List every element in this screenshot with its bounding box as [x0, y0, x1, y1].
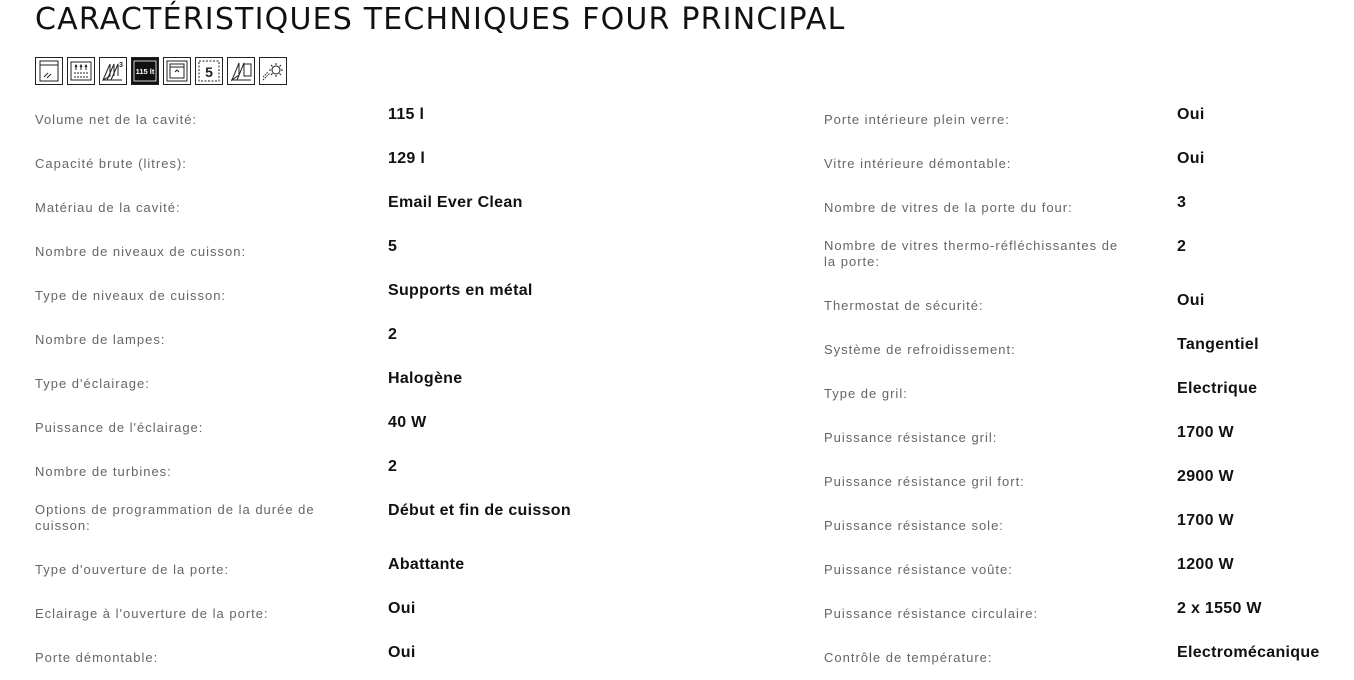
- oven-heating-elements-icon: [67, 57, 95, 85]
- spec-label: Vitre intérieure démontable:: [824, 156, 1012, 171]
- spec-value: Début et fin de cuisson: [388, 502, 571, 519]
- spec-value: Email Ever Clean: [388, 194, 523, 211]
- spec-row: [35, 548, 795, 592]
- page-title: CARACTÉRISTIQUES TECHNIQUES FOUR PRINCIPAL: [35, 2, 846, 37]
- spec-row: [35, 186, 795, 230]
- feature-icons-bar: [35, 57, 287, 85]
- spec-value: Halogène: [388, 370, 463, 387]
- spec-value: 1200 W: [1177, 556, 1234, 573]
- oven-glass-door-icon: [35, 57, 63, 85]
- spec-label: Capacité brute (litres):: [35, 156, 187, 171]
- spec-row: [824, 504, 1344, 548]
- spec-value: Oui: [388, 644, 416, 661]
- spec-label: Puissance résistance sole:: [824, 518, 1004, 533]
- spec-label: Puissance résistance circulaire:: [824, 606, 1039, 621]
- spec-row: [824, 372, 1344, 416]
- spec-row: [35, 318, 795, 362]
- spec-label: Matériau de la cavité:: [35, 200, 181, 215]
- spec-label: Type d'ouverture de la porte:: [35, 562, 230, 577]
- spec-value: 2: [388, 458, 398, 475]
- spec-value: Oui: [1177, 106, 1205, 123]
- spec-label: Nombre de turbines:: [35, 464, 172, 479]
- spec-value: 1700 W: [1177, 424, 1234, 441]
- spec-row: [824, 230, 1344, 284]
- spec-label: Puissance résistance gril fort:: [824, 474, 1025, 489]
- spec-row: [35, 450, 795, 494]
- spec-row: [824, 548, 1344, 592]
- spec-label: Puissance de l'éclairage:: [35, 420, 204, 435]
- spec-value: 3: [1177, 194, 1187, 211]
- spec-row: [824, 460, 1344, 504]
- specs-column-right: [824, 98, 1344, 680]
- volume-icon-text: 115 lt: [135, 67, 155, 76]
- spec-row: [35, 230, 795, 274]
- spec-value: 1700 W: [1177, 512, 1234, 529]
- three-glass-panes-icon: [99, 57, 127, 85]
- spec-row: [824, 592, 1344, 636]
- spec-label: Volume net de la cavité:: [35, 112, 198, 127]
- spec-row: [824, 636, 1344, 680]
- oven-light-icon: [259, 57, 287, 85]
- spec-row: [35, 98, 795, 142]
- spec-label: Type d'éclairage:: [35, 376, 150, 391]
- removable-door-icon: [227, 57, 255, 85]
- spec-value: Oui: [388, 600, 416, 617]
- spec-value: 2900 W: [1177, 468, 1234, 485]
- spec-value: 2 x 1550 W: [1177, 600, 1262, 617]
- spec-row: [35, 494, 795, 548]
- spec-row: [824, 142, 1344, 186]
- spec-label: Contrôle de température:: [824, 650, 993, 665]
- spec-row: [824, 98, 1344, 142]
- specs-column-left: [35, 98, 795, 680]
- spec-value: Electromécanique: [1177, 644, 1320, 661]
- spec-label: Nombre de niveaux de cuisson:: [35, 244, 247, 259]
- spec-label: Type de gril:: [824, 386, 908, 401]
- spec-label: Nombre de lampes:: [35, 332, 166, 347]
- spec-label: Puissance résistance voûte:: [824, 562, 1013, 577]
- spec-label: Type de niveaux de cuisson:: [35, 288, 227, 303]
- spec-row: [35, 362, 795, 406]
- volume-115-liters-icon: [131, 57, 159, 85]
- spec-label: Porte intérieure plein verre:: [824, 112, 1010, 127]
- oven-cavity-icon: [163, 57, 191, 85]
- spec-row: [35, 406, 795, 450]
- spec-label: Eclairage à l'ouverture de la porte:: [35, 606, 269, 621]
- spec-label: Thermostat de sécurité:: [824, 298, 984, 313]
- spec-value: Oui: [1177, 292, 1205, 309]
- spec-value: Oui: [1177, 150, 1205, 167]
- spec-row: [824, 284, 1344, 328]
- spec-value: Tangentiel: [1177, 336, 1259, 353]
- spec-row: [824, 186, 1344, 230]
- spec-row: [35, 636, 795, 680]
- spec-row: [35, 274, 795, 318]
- spec-value: 2: [1177, 238, 1187, 255]
- five-levels-icon: [195, 57, 223, 85]
- spec-value: 40 W: [388, 414, 427, 431]
- spec-label: Puissance résistance gril:: [824, 430, 998, 445]
- spec-value: 2: [388, 326, 398, 343]
- spec-value: Abattante: [388, 556, 465, 573]
- spec-label: Système de refroidissement:: [824, 342, 1016, 357]
- spec-value: 129 l: [388, 150, 426, 167]
- panes-count: 3: [119, 62, 123, 69]
- spec-value: Supports en métal: [388, 282, 533, 299]
- spec-label: Porte démontable:: [35, 650, 159, 665]
- spec-value: 115 l: [388, 106, 425, 123]
- levels-count: 5: [205, 64, 213, 80]
- spec-row: [824, 328, 1344, 372]
- spec-row: [824, 416, 1344, 460]
- spec-label: Nombre de vitres de la porte du four:: [824, 200, 1073, 215]
- spec-row: [35, 592, 795, 636]
- spec-label: Nombre de vitres thermo-réfléchissantes de la porte:: [824, 238, 1119, 269]
- spec-value: 5: [388, 238, 398, 255]
- spec-row: [35, 142, 795, 186]
- spec-label: Options de programmation de la durée de cuisson:: [35, 502, 315, 533]
- spec-value: Electrique: [1177, 380, 1258, 397]
